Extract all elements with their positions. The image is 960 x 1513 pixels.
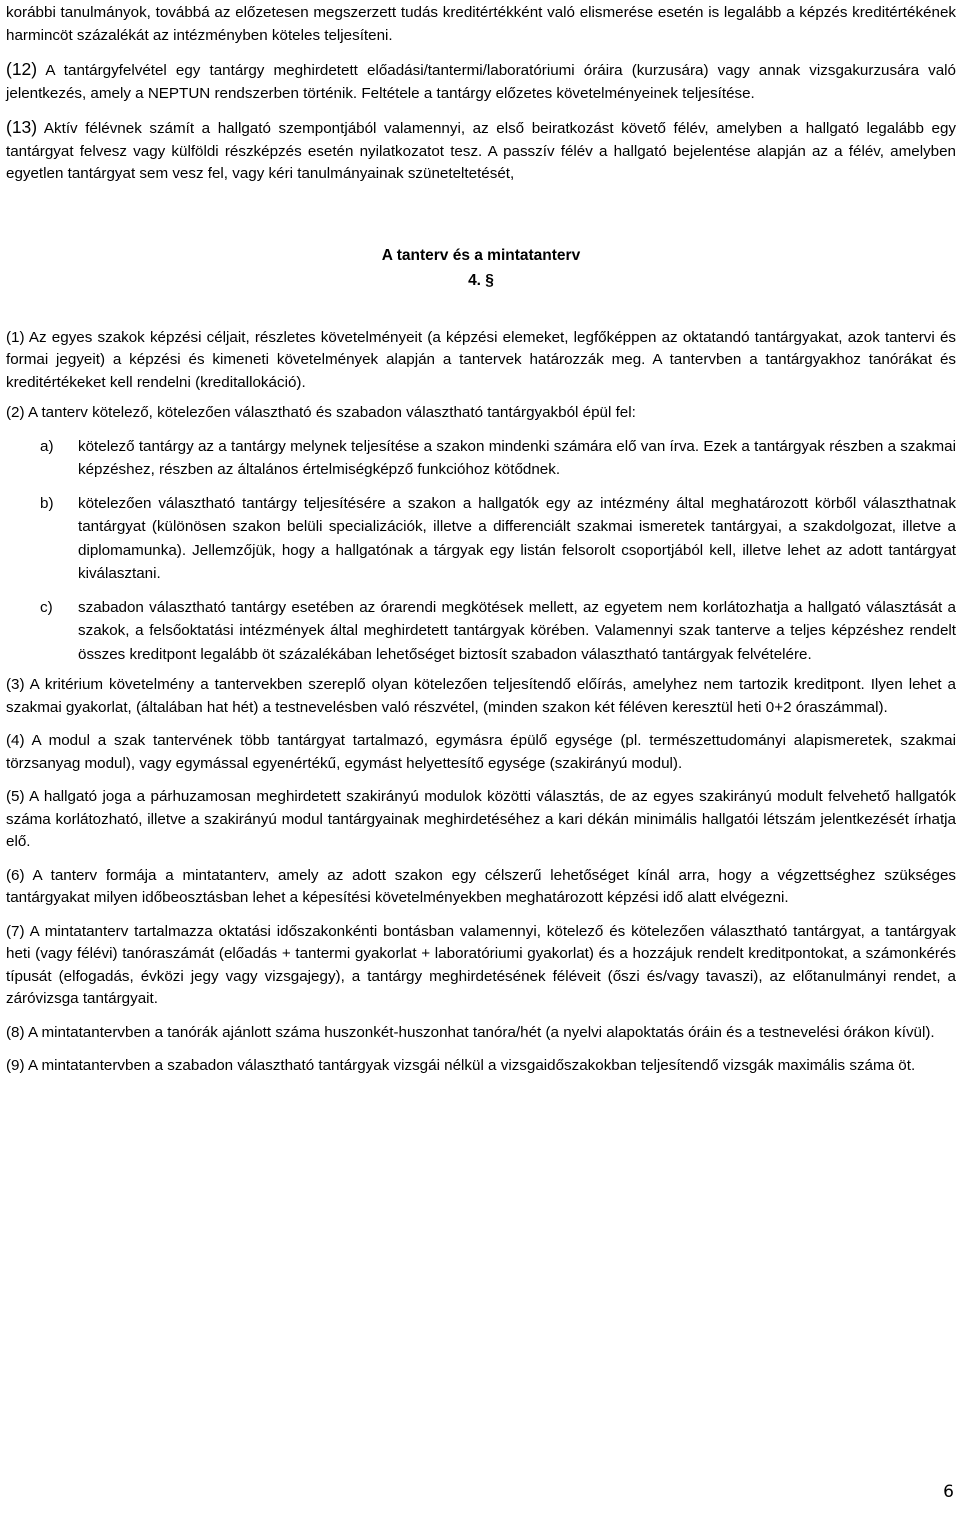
section-title: A tanterv és a mintatanterv [381, 246, 581, 264]
document-page [6, 2, 956, 1078]
paragraph-6: (6) A tanterv formája a mintatanterv, amely az adott szakon egy célszerű lehetőséget kínál arra, hogy a végzettséghez szükséges tantárgyakat milyen időbeosztásban lehet a képesítési követelményekben meghatározott képzési idő alatt elvégezni. [6, 866, 956, 906]
paragraph-1: (1) Az egyes szakok képzési céljait, részletes követelményeit (a képzési elemeket, legfőképpen az oktatandó tantárgyakat, azok tantervi és formai jegyeit) a képzési és kimeneti követelmények alapján a tantervek határozzák meg. A tantervben a tantárgyakhoz tanórákat és kreditértékeket kell rendelni (kreditallokáció). [6, 328, 956, 391]
paragraph-text: A tantárgyfelvétel egy tantárgy meghirdetett előadási/tantermi/laboratóriumi óráira (kurzusára) vagy annak vizsgakurzusára való jelentkezés, amely a NEPTUN rendszerben történik. Feltétele a tantárgy előzetes követelményeinek teljesítése. [6, 62, 956, 102]
paragraph-12 [6, 58, 956, 105]
list-item-text: kötelezően választható tantárgy teljesítésére a szakon a hallgatók egy az intézmény által meghatározott körből választhatnak tantárgyat (különösen szakon belüli specializációk, illetve a differenciált szakmai ismeretek tantárgyai, a szakdolgozat, illetve a diplomamunka). Jellemzőjük, hogy a hallgatónak a tárgyak egy listán felsorolt csoportjából kell, illetve lehet az adott tantárgyat kiválasztani. [78, 494, 956, 582]
paragraph-9: (9) A mintatantervben a szabadon választható tantárgyak vizsgái nélkül a vizsgaidőszakokban teljesítendő vizsgák maximális száma öt. [6, 1057, 916, 1074]
list-item [6, 492, 956, 586]
list-marker: c) [40, 598, 53, 616]
paragraph-number: (12) [6, 59, 38, 79]
list-marker: a) [40, 437, 54, 455]
paragraph-7: (7) A mintatanterv tartalmazza oktatási időszakonkénti bontásban valamennyi, kötelező és kötelezően választható tantárgyat, a tantárgyak heti (vagy félévi) tanóraszámát (előadás + tantermi gyakorlat + laboratóriumi gyakorlat) és a hozzájuk rendelt kreditpontokat, a számonkérés típusát (elfogadás, évközi jegy vagy vizsgajegy), a tantárgy meghirdetésének féléveit (őszi és/vagy tavaszi), az előtanulmányi rendet, a záróvizsga tantárgyait. [6, 922, 956, 1007]
paragraph-13 [6, 116, 956, 186]
paragraph-3: (3) A kritérium követelmény a tantervekben szereplő olyan kötelezően teljesítendő előírás, amelyhez nem tartozik kreditpont. Ilyen lehet a szakmai gyakorlat, (általában hat hét) a testnevelésben való részvétel, (minden szakon két féléven keresztül heti 0+2 óraszámmal). [6, 676, 956, 716]
paragraph-2: (2) A tanterv kötelező, kötelezően választható és szabadon választható tantárgyakból épül fel: [6, 404, 636, 421]
subject-type-list [6, 435, 956, 667]
paragraph-8: (8) A mintatantervben a tanórák ajánlott száma huszonkét-huszonhat tanóra/hét (a nyelvi alapoktatás óráin és a testnevelési órákon kívül). [6, 1023, 935, 1041]
paragraph-5: (5) A hallgató joga a párhuzamosan meghirdetett szakirányú modulok közötti választás, de az egyes szakirányú modult felvehető hallgatók száma korlátozható, illetve a szakirányú modul tantárgyainak meghirdetéséhez a kari dékán minimális hallgatói létszám jelentkezését írhatja elő. [6, 788, 956, 850]
paragraph-number: (13) [6, 117, 38, 137]
list-item-text: szabadon választható tantárgy esetében az órarendi megkötések mellett, az egyetem nem korlátozhatja a hallgató választását a szakok, a felsőoktatási intézmények által meghirdetett tantárgyak körében. Valamennyi szak tanterve a teljes képzéshez rendelt összes kreditpont legalább öt százalékában lehetőséget biztosít szabadon választható tantárgyak felvételére. [78, 598, 956, 663]
paragraph-text: Aktív félévnek számít a hallgató szempontjából valamennyi, az első beiratkozást követő félév, amelyben a hallgató legalább egy tantárgyat felvesz vagy külföldi részképzés esetén nyilatkozatot tesz. A passzív félév a hallgató bejelentése alapján az a félév, amelyben egyetlen tantárgyat sem vesz fel, vagy kéri tanulmányainak szüneteltetését, [6, 120, 956, 182]
list-item [6, 435, 956, 482]
section-number: 4. § [468, 271, 494, 289]
intro-paragraph: korábbi tanulmányok, továbbá az előzetesen megszerzett tudás kreditértékként való elismerése esetén is legalább a képzés kreditértékének harmincöt százalékát az intézményben köteles teljesíteni. [6, 4, 956, 44]
list-marker: b) [40, 494, 54, 512]
page-number: 6 [943, 1482, 954, 1502]
list-item-text: kötelező tantárgy az a tantárgy melynek teljesítése a szakon mindenki számára elő van írva. Ezek a tantárgyak részben a szakmai képzéshez, részben az általános értelmiségképző funkcióhoz kötődnek. [78, 437, 956, 478]
list-item [6, 596, 956, 667]
paragraph-4: (4) A modul a szak tantervének több tantárgyat tartalmazó, egymásra épülő egysége (pl. természettudományi alapismeretek, szakmai törzsanyag modul), vagy egymással egyenértékű, egymást helyettesítő egysége (szakirányú modul). [6, 732, 956, 772]
